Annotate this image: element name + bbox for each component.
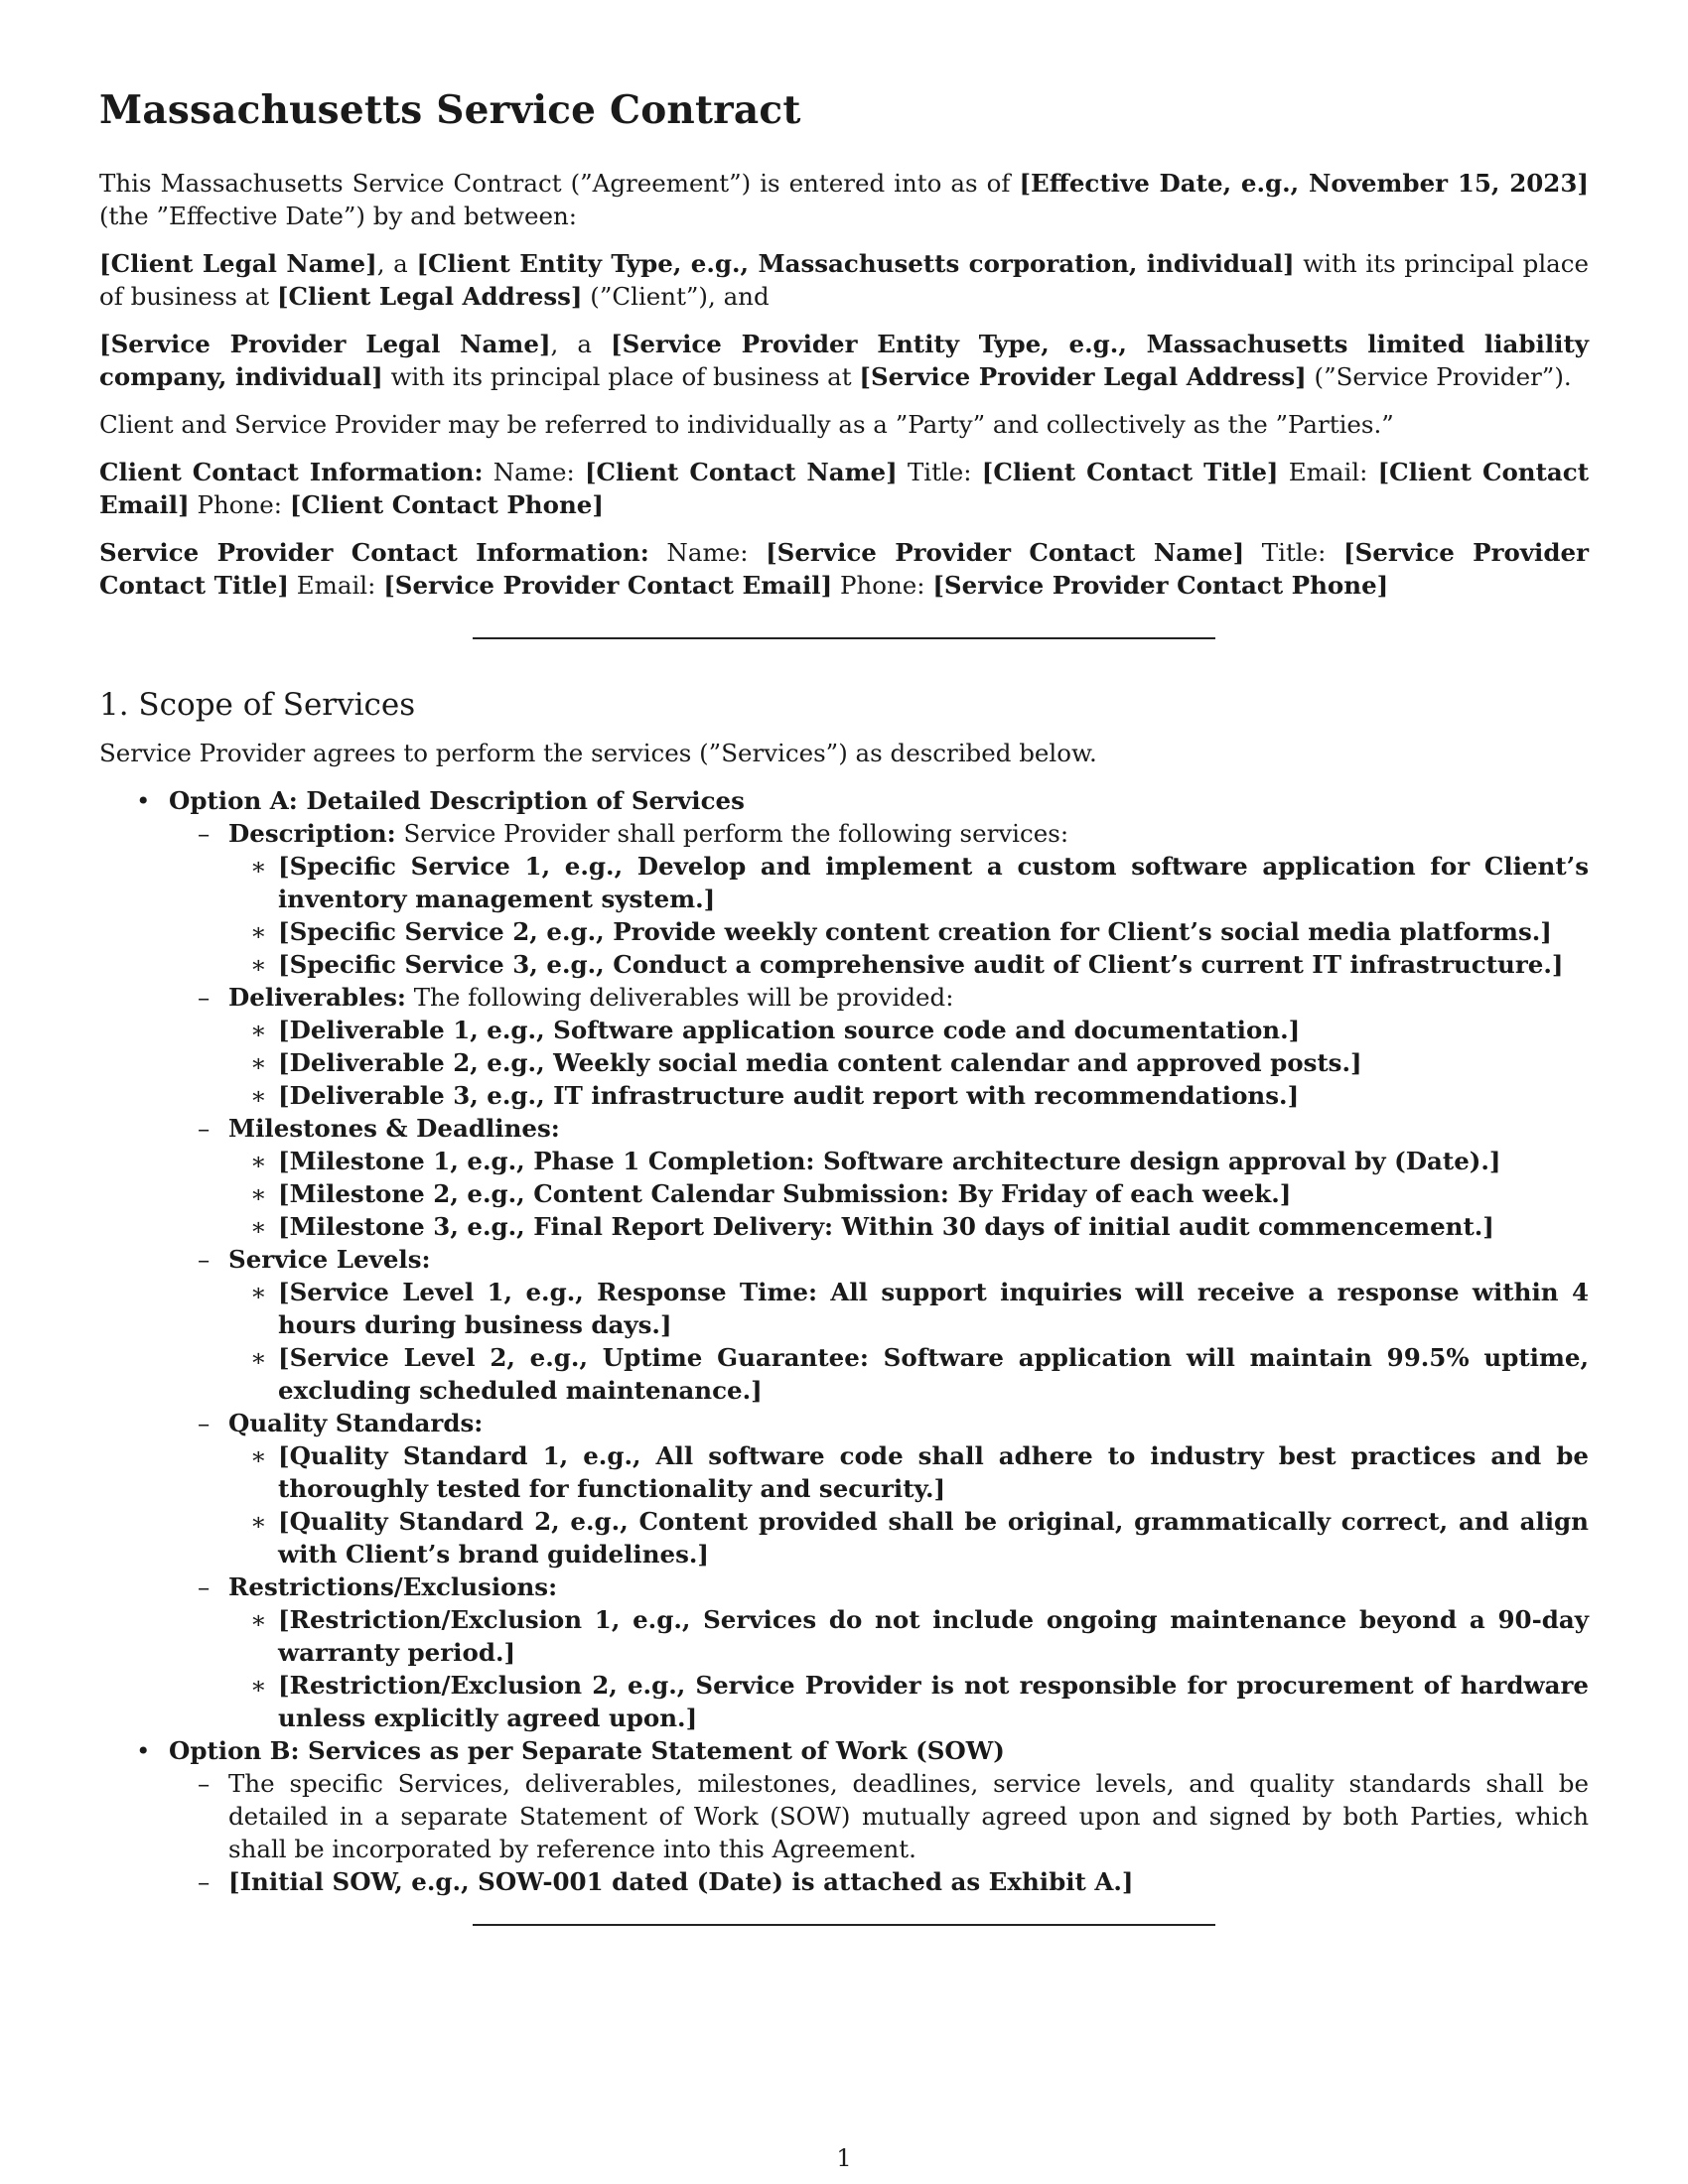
client-name-placeholder: [Client Legal Name] (99, 249, 377, 278)
document-title: Massachusetts Service Contract (99, 87, 801, 133)
deliverable-1: [Deliverable 1, e.g., Software application source code and documentation.] (278, 1016, 1301, 1044)
quality-standard-1: [Quality Standard 1, e.g., All software code shall adhere to industry best practices and be thoroughly tested for functionality and security.] (278, 1441, 1589, 1503)
intro-paragraph (99, 167, 1589, 232)
restriction-1: [Restriction/Exclusion 1, e.g., Services do not include ongoing maintenance beyond a 90-day warranty period.] (278, 1605, 1589, 1667)
option-a-title: Option A: Detailed Description of Services (169, 786, 745, 815)
list-item (228, 1603, 1589, 1669)
option-a (99, 784, 1589, 1734)
client-text-1: , a (376, 249, 417, 278)
client-contact-email: [Client Contact Email] (99, 458, 1590, 519)
email-label: Email: (288, 571, 384, 600)
intro-text: This Massachusetts Service Contract (”Agreement”) is entered into as of (99, 169, 1020, 198)
provider-text-1: , a (550, 330, 612, 358)
deliverables-list (228, 1014, 1589, 1112)
effective-date-placeholder: [Effective Date, e.g., November 15, 2023] (1019, 169, 1589, 198)
provider-name-placeholder: [Service Provider Legal Name] (99, 330, 551, 358)
list-item (228, 1439, 1589, 1505)
client-contact-title: [Client Contact Title] (981, 458, 1279, 486)
options-list (99, 784, 1589, 1898)
option-b-sublist (169, 1767, 1589, 1898)
horizontal-rule (473, 637, 1215, 639)
provider-entity-placeholder: [Service Provider Entity Type, e.g., Massachusetts limited liability company, individual] (99, 330, 1590, 391)
page-number: 1 (836, 2144, 852, 2172)
milestone-3: [Milestone 3, e.g., Final Report Delivery: Within 30 days of initial audit commencement.] (278, 1212, 1494, 1241)
list-item (228, 948, 1589, 981)
restrictions-list (228, 1603, 1589, 1734)
list-item (228, 850, 1589, 915)
milestone-2: [Milestone 2, e.g., Content Calendar Submission: By Friday of each week.] (278, 1179, 1292, 1208)
deliverable-3: [Deliverable 3, e.g., IT infrastructure audit report with recommendations.] (278, 1081, 1300, 1110)
client-contact-label: Client Contact Information: (99, 458, 484, 486)
service-3: [Specific Service 3, e.g., Conduct a comprehensive audit of Client’s current IT infrastructure.] (278, 950, 1564, 979)
title-label: Title: (897, 458, 982, 486)
client-entity-placeholder: [Client Entity Type, e.g., Massachusetts corporation, individual] (416, 249, 1295, 278)
service-2: [Specific Service 2, e.g., Provide weekly content creation for Client’s social media platforms.] (278, 917, 1552, 946)
client-text-2: with its principal place of business at (99, 249, 1589, 311)
deliverables-text: The following deliverables will be provided: (405, 983, 954, 1012)
horizontal-rule (473, 1924, 1215, 1926)
quality-standards-item (169, 1407, 1589, 1570)
services-list (228, 850, 1589, 981)
milestones-item (169, 1112, 1589, 1243)
client-contact-paragraph (99, 456, 1589, 521)
list-item (169, 1767, 1589, 1865)
service-levels-list (228, 1276, 1589, 1407)
list-item (228, 1177, 1589, 1210)
list-item (228, 1014, 1589, 1046)
list-item (228, 1276, 1589, 1341)
name-label: Name: (648, 538, 767, 567)
list-item (228, 1079, 1589, 1112)
list-item (228, 1341, 1589, 1407)
service-level-1: [Service Level 1, e.g., Response Time: All support inquiries will receive a response within 4 hours during business days.] (278, 1278, 1589, 1339)
client-text-3: (”Client”), and (582, 282, 770, 311)
list-item (169, 1865, 1589, 1898)
service-levels-label: Service Levels: (228, 1245, 431, 1274)
phone-label: Phone: (189, 490, 290, 519)
name-label: Name: (483, 458, 585, 486)
service-1: [Specific Service 1, e.g., Develop and implement a custom software application for Client’s inventory management system.] (278, 852, 1589, 913)
option-b (99, 1734, 1589, 1898)
section-heading-scope: 1. Scope of Services (99, 687, 416, 723)
provider-paragraph (99, 328, 1589, 393)
provider-contact-phone: [Service Provider Contact Phone] (932, 571, 1389, 600)
option-b-text: The specific Services, deliverables, milestones, deadlines, service levels, and quality standards shall be detailed in a separate Statement of Work (SOW) mutually agreed upon and signed by both Parties, which shall be incorporated by reference into this Agreement. (228, 1769, 1589, 1863)
restrictions-label: Restrictions/Exclusions: (228, 1572, 558, 1601)
list-item (228, 915, 1589, 948)
quality-standards-label: Quality Standards: (228, 1409, 484, 1437)
list-item (228, 1669, 1589, 1734)
option-b-title: Option B: Services as per Separate Statement of Work (SOW) (169, 1736, 1005, 1765)
list-item (228, 1505, 1589, 1570)
client-contact-name: [Client Contact Name] (584, 458, 898, 486)
parties-paragraph: Client and Service Provider may be referred to individually as a ”Party” and collectively as the ”Parties.” (99, 410, 1394, 439)
restrictions-item (169, 1570, 1589, 1734)
description-label: Description: (228, 819, 396, 848)
list-item (228, 1046, 1589, 1079)
client-address-placeholder: [Client Legal Address] (276, 282, 583, 311)
intro-text-2: (the ”Effective Date”) by and between: (99, 202, 577, 230)
milestones-label: Milestones & Deadlines: (228, 1114, 560, 1143)
section-intro: Service Provider agrees to perform the services (”Services”) as described below. (99, 739, 1097, 767)
deliverable-2: [Deliverable 2, e.g., Weekly social media content calendar and approved posts.] (278, 1048, 1362, 1077)
deliverables-item (169, 981, 1589, 1112)
provider-address-placeholder: [Service Provider Legal Address] (859, 362, 1307, 391)
email-label: Email: (1278, 458, 1378, 486)
title-label: Title: (1244, 538, 1343, 567)
provider-contact-email: [Service Provider Contact Email] (383, 571, 833, 600)
provider-text-2: with its principal place of business at (382, 362, 860, 391)
provider-contact-label: Service Provider Contact Information: (99, 538, 649, 567)
service-level-2: [Service Level 2, e.g., Uptime Guarantee: Software application will maintain 99.5% uptime, excluding scheduled maintenance.] (278, 1343, 1589, 1405)
service-levels-item (169, 1243, 1589, 1407)
milestone-1: [Milestone 1, e.g., Phase 1 Completion: Software architecture design approval by (Date).] (278, 1147, 1501, 1175)
initial-sow-placeholder: [Initial SOW, e.g., SOW-001 dated (Date) is attached as Exhibit A.] (228, 1867, 1134, 1896)
list-item (228, 1145, 1589, 1177)
description-text: Service Provider shall perform the following services: (395, 819, 1069, 848)
quality-standard-2: [Quality Standard 2, e.g., Content provided shall be original, grammatically correct, and align with Client’s brand guidelines.] (278, 1507, 1589, 1569)
option-a-sublist (169, 817, 1589, 1734)
provider-contact-paragraph (99, 536, 1589, 602)
document-page (99, 87, 1589, 1926)
description-item (169, 817, 1589, 981)
provider-text-3: (”Service Provider”). (1306, 362, 1572, 391)
client-paragraph (99, 247, 1589, 313)
phone-label: Phone: (832, 571, 933, 600)
list-item (228, 1210, 1589, 1243)
client-contact-phone: [Client Contact Phone] (289, 490, 604, 519)
restriction-2: [Restriction/Exclusion 2, e.g., Service Provider is not responsible for procurement of hardware unless explicitly agreed upon.] (278, 1671, 1589, 1732)
provider-contact-name: [Service Provider Contact Name] (766, 538, 1245, 567)
milestones-list (228, 1145, 1589, 1243)
quality-standards-list (228, 1439, 1589, 1570)
deliverables-label: Deliverables: (228, 983, 406, 1012)
provider-contact-title: [Service Provider Contact Title] (99, 538, 1589, 600)
